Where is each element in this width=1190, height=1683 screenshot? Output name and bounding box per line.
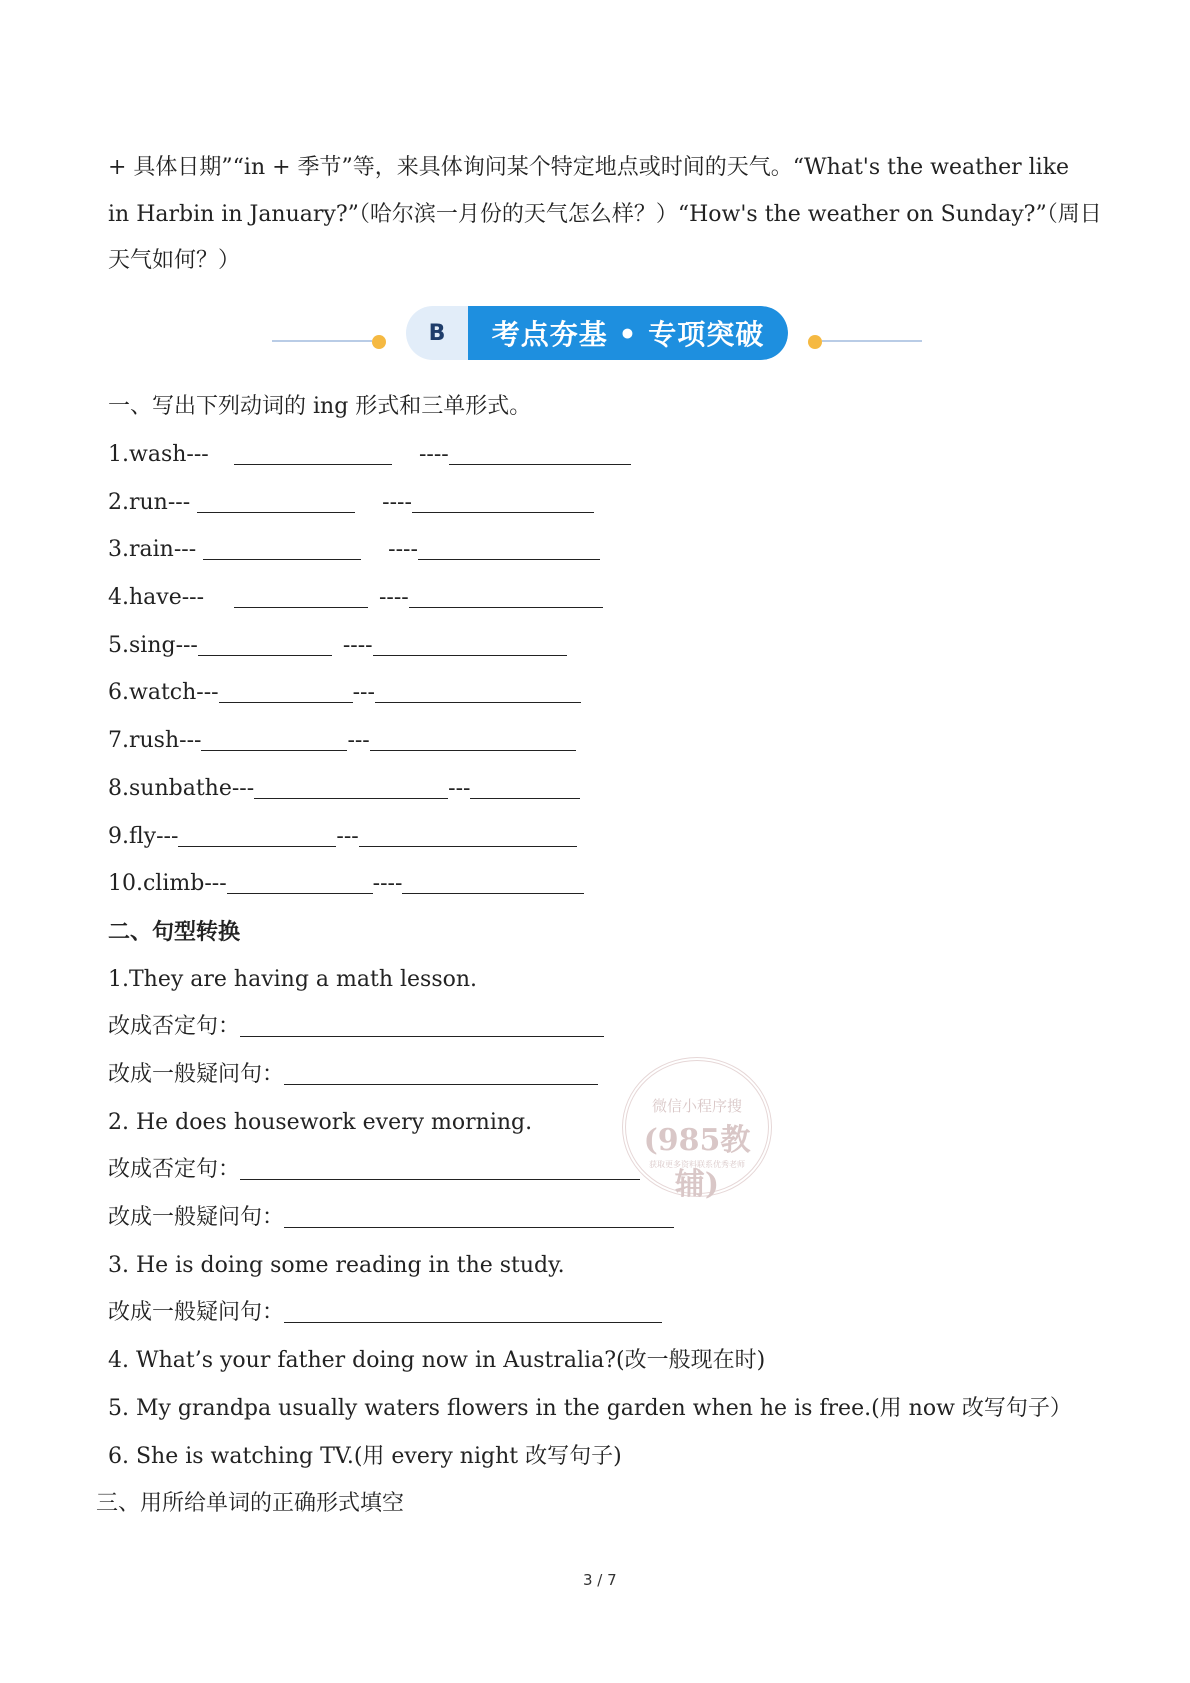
banner-dot-right — [808, 335, 822, 349]
prompt-label: 改成否定句： — [108, 1014, 241, 1039]
answer-blank[interactable] — [240, 1014, 604, 1037]
banner-line-left — [272, 340, 372, 342]
separator: ---- — [379, 585, 409, 610]
separator: ---- — [342, 633, 373, 658]
watermark-line-1: 微信小程序搜 — [651, 1097, 742, 1115]
verb-label: 5.sing--- — [108, 633, 198, 658]
section3-title: 三、用所给单词的正确形式填空 — [96, 1491, 405, 1516]
banner-title: 考点夯基 • 专项突破 — [468, 306, 788, 360]
answer-blank[interactable] — [359, 824, 577, 847]
banner-dot-left — [372, 335, 386, 349]
verb-label: 7.rush--- — [108, 728, 202, 753]
answer-blank[interactable] — [254, 776, 448, 799]
answer-blank[interactable] — [203, 537, 361, 560]
answer-blank[interactable] — [470, 776, 580, 799]
answer-blank[interactable] — [227, 871, 373, 894]
banner-line-right — [822, 340, 922, 342]
separator: ---- — [372, 871, 403, 896]
banner-pill — [406, 306, 788, 360]
verb-item-10 — [108, 869, 584, 899]
q1-yes-no — [108, 1060, 598, 1090]
answer-blank[interactable] — [240, 1157, 640, 1180]
answer-blank[interactable] — [197, 490, 355, 513]
verb-item-7 — [108, 726, 576, 756]
verb-label: 9.fly--- — [108, 824, 179, 849]
answer-blank[interactable] — [375, 680, 581, 703]
watermark-line-2: (985教辅) — [643, 1123, 751, 1202]
q2-negative — [108, 1155, 640, 1185]
answer-blank[interactable] — [284, 1205, 674, 1228]
prompt-label: 改成否定句： — [108, 1157, 241, 1182]
verb-label: 4.have--- — [108, 585, 205, 610]
verb-item-5 — [108, 631, 567, 661]
section-banner — [272, 304, 922, 364]
verb-label: 8.sunbathe--- — [108, 776, 255, 801]
verb-item-4 — [108, 583, 603, 613]
q1-negative — [108, 1012, 604, 1042]
verb-item-6 — [108, 678, 581, 708]
answer-blank[interactable] — [373, 633, 567, 656]
separator: --- — [352, 680, 375, 705]
section2-title: 二、句型转换 — [108, 919, 241, 945]
prompt-label: 改成一般疑问句： — [108, 1300, 285, 1325]
answer-blank[interactable] — [284, 1300, 662, 1323]
answer-blank[interactable] — [409, 585, 603, 608]
verb-label: 3.rain--- — [108, 537, 197, 562]
verb-item-8 — [108, 774, 580, 804]
answer-blank[interactable] — [198, 633, 332, 656]
verb-item-9 — [108, 822, 577, 852]
intro-line-1: + 具体日期”“in + 季节”等，来具体询问某个特定地点或时间的天气。“What's the weather like — [108, 155, 1070, 180]
question-4: 4. What’s your father doing now in Australia?(改一般现在时) — [108, 1348, 766, 1373]
answer-blank[interactable] — [219, 680, 353, 703]
answer-blank[interactable] — [418, 537, 600, 560]
answer-blank[interactable] — [201, 728, 347, 751]
prompt-label: 改成一般疑问句： — [108, 1205, 285, 1230]
answer-blank[interactable] — [234, 585, 368, 608]
separator: ---- — [388, 537, 418, 562]
verb-label: 2.run--- — [108, 490, 191, 515]
separator: --- — [347, 728, 370, 753]
watermark-stamp — [622, 1057, 772, 1202]
answer-blank[interactable] — [402, 871, 584, 894]
question-5: 5. My grandpa usually waters flowers in the garden when he is free.(用 now 改写句子） — [108, 1396, 1072, 1421]
answer-blank[interactable] — [370, 728, 576, 751]
verb-item-2 — [108, 488, 594, 518]
answer-blank[interactable] — [178, 824, 336, 847]
intro-line-3: 天气如何？） — [108, 248, 241, 273]
question-2: 2. He does housework every morning. — [108, 1110, 533, 1135]
separator: --- — [336, 824, 359, 849]
prompt-label: 改成一般疑问句： — [108, 1062, 285, 1087]
answer-blank[interactable] — [412, 490, 594, 513]
q3-yes-no — [108, 1298, 662, 1328]
question-1: 1.They are having a math lesson. — [108, 967, 478, 992]
page-number: 3 / 7 — [583, 1571, 617, 1589]
question-3: 3. He is doing some reading in the study. — [108, 1253, 565, 1278]
verb-item-3 — [108, 535, 600, 565]
question-6: 6. She is watching TV.(用 every night 改写句子) — [108, 1444, 622, 1469]
verb-label: 6.watch--- — [108, 680, 219, 705]
verb-label: 10.climb--- — [108, 871, 227, 896]
section1-title: 一、写出下列动词的 ing 形式和三单形式。 — [108, 394, 532, 419]
verb-label: 1.wash--- — [108, 442, 209, 467]
answer-blank[interactable] — [234, 442, 392, 465]
answer-blank[interactable] — [284, 1062, 598, 1085]
separator: --- — [448, 776, 471, 801]
q2-yes-no — [108, 1203, 674, 1233]
verb-item-1 — [108, 440, 631, 470]
separator: ---- — [382, 490, 412, 515]
separator: ---- — [419, 442, 449, 467]
banner-badge: B — [428, 320, 446, 346]
watermark-line-3: 获取更多资料联系优秀老师 — [649, 1160, 745, 1169]
intro-line-2: in Harbin in January?”（哈尔滨一月份的天气怎么样？）“How's the weather on Sunday?”（周日 — [108, 202, 1102, 227]
answer-blank[interactable] — [449, 442, 631, 465]
